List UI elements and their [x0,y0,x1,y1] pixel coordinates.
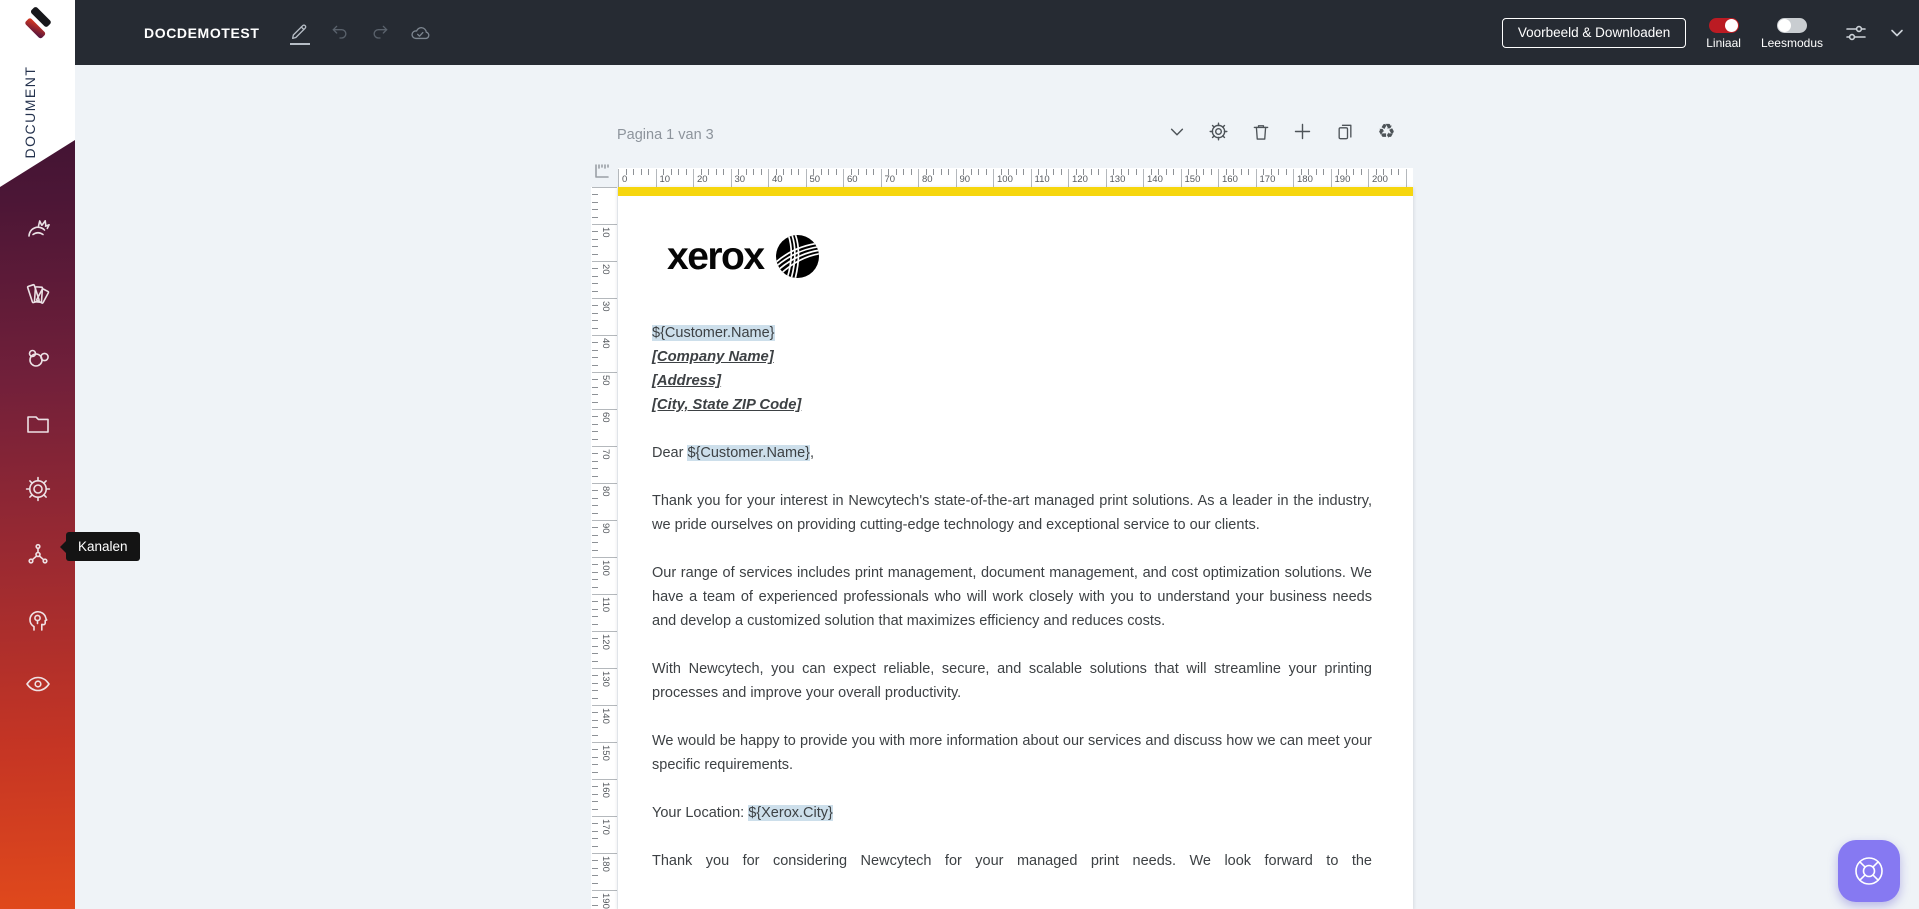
readmode-toggle-group [1761,18,1823,50]
document-body[interactable] [652,321,1372,873]
ruler-corner-icon [593,162,611,180]
ruler-toggle-group [1706,18,1741,50]
merge-field-placeholder[interactable]: ${Xerox.City} [748,805,833,821]
chevron-down-icon[interactable] [1166,121,1187,142]
doc-gap [652,465,1372,489]
edit-toolbar [290,0,430,65]
document-page[interactable] [618,187,1413,909]
folder-icon[interactable] [0,391,75,456]
gear-icon[interactable] [1208,121,1229,142]
undo-icon[interactable] [330,23,350,43]
preview-download-button[interactable]: Voorbeeld & Downloaden [1502,18,1686,48]
cloud-check-icon[interactable] [410,23,430,43]
horizontal-ruler: 0 10 20 30 40 50 60 70 80 90 100 110 120 130 140 150 160 170 180 190 200 [618,168,1413,187]
doc-gap [652,825,1372,849]
doc-text-line[interactable]: [City, State ZIP Code] [652,397,802,413]
doc-text-line[interactable]: Our range of services includes print management, document management, and cost optimization solutions. We have a team of experienced professionals who will work closely with you to understand your business needs and develop a customized solution that maximizes efficiency and reduces costs. [652,565,1372,629]
doc-text-line[interactable]: With Newcytech, you can expect reliable, secure, and scalable solutions that will streamline your printing processes and improve your overall productivity. [652,661,1372,701]
toggle-knob [1778,19,1791,32]
ruler-toggle-label: Liniaal [1706,35,1741,50]
channels-tooltip: Kanalen [66,532,140,561]
readmode-toggle[interactable] [1777,18,1807,33]
doc-text-line[interactable]: [Company Name] [652,349,774,365]
sidebar-nav [0,196,75,716]
doc-text-line[interactable]: Thank you for your interest in Newcytech's state-of-the-art managed print solutions. As a leader in the industry, we pride ourselves on providing cutting-edge technology and exceptional service to our clients. [652,493,1372,533]
doc-text-line[interactable]: Dear ${Customer.Name}, [652,445,815,461]
doc-text-line[interactable]: [Address] [652,373,722,389]
doc-gap [652,777,1372,801]
topbar-right-controls [1502,0,1905,65]
sliders-icon[interactable] [1843,20,1869,46]
plus-icon[interactable] [1292,121,1313,142]
gear-icon[interactable] [0,456,75,521]
doc-gap [652,537,1372,561]
design-icon[interactable] [0,196,75,261]
xerox-logo[interactable] [667,233,821,280]
xerox-wordmark: xerox [667,234,764,278]
sidebar [0,0,128,909]
doc-text-line[interactable]: We would be happy to provide you with more information about our services and discuss how we can meet your specific requirements. [652,733,1372,773]
page-toolbar [1166,121,1397,142]
redo-icon[interactable] [370,23,390,43]
molecule-icon[interactable] [0,326,75,391]
readmode-toggle-label: Leesmodus [1760,35,1823,50]
doc-text-line[interactable]: Your Location: ${Xerox.City} [652,805,833,821]
doc-text-line[interactable]: Thank you for considering Newcytech for your managed print needs. We look forward to the [652,853,1372,869]
document-title: DOCDEMOTEST [144,24,260,41]
topbar [75,0,1919,65]
doc-text-line[interactable] [652,321,1372,345]
channels-icon[interactable] [0,521,75,586]
idea-head-icon[interactable] [0,586,75,651]
xerox-sphere-icon [774,233,821,280]
help-lifebuoy-icon [1851,853,1887,889]
duplicate-icon[interactable] [1334,121,1355,142]
ruler-toggle[interactable] [1709,18,1739,33]
trash-icon[interactable] [1250,121,1271,142]
brand-diamond-logo[interactable] [17,3,57,48]
doc-gap [652,633,1372,657]
page-indicator: Pagina 1 van 3 [617,127,714,143]
eye-icon[interactable] [0,651,75,716]
vertical-ruler: 10 20 30 40 50 60 70 80 90 100 110 120 130 140 150 160 170 180 190 [591,187,617,909]
doc-gap [652,705,1372,729]
top-margin-highlight[interactable] [618,187,1413,196]
toggle-knob [1725,19,1738,32]
recycle-icon[interactable]: ♻ [1377,120,1396,143]
sidebar-section-label: DOCUMENT [22,65,38,159]
merge-field-placeholder[interactable]: ${Customer.Name} [652,325,775,341]
doc-gap [652,417,1372,441]
swatches-icon[interactable] [0,261,75,326]
pencil-icon[interactable] [290,21,310,45]
help-fab-button[interactable] [1838,840,1900,902]
merge-field-placeholder[interactable]: ${Customer.Name} [687,445,810,461]
chevron-down-icon[interactable] [1889,25,1905,41]
